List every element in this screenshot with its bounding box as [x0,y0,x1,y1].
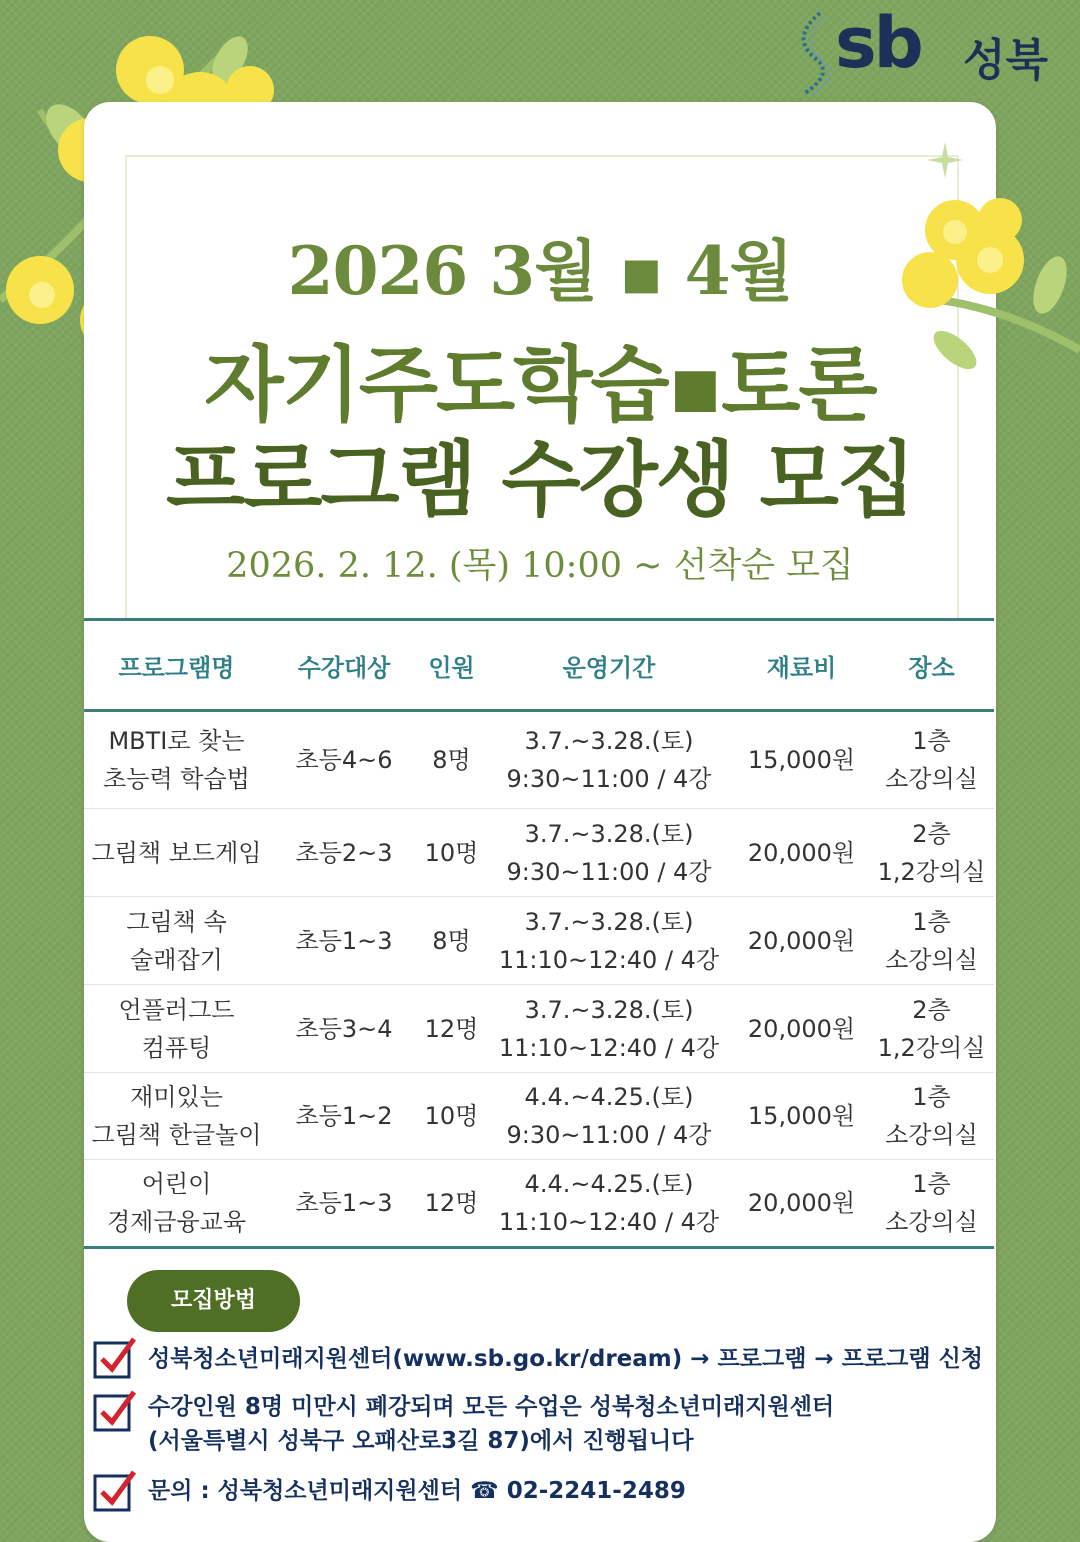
method-item-3: 문의 : 성북청소년미래지원센터 ☎ 02-2241-2489 [148,1478,686,1504]
cell-program-name: 그림책 보드게임 [84,809,269,897]
header-count: 인원 [419,620,484,711]
cell-fee: 20,000원 [734,897,869,985]
cell-period: 3.7.~3.28.(토) 11:10~12:40 / 4강 [484,897,734,985]
cell-target: 초등1~3 [269,897,419,985]
cell-count: 12명 [424,1189,479,1217]
table-row [84,985,994,1073]
cell-fee: 15,000원 [734,711,869,809]
checkbox-checked-icon [92,1468,138,1514]
cell-program-name: 언플러그드 컴퓨팅 [84,985,269,1073]
cell-count: 10명 [419,1073,484,1160]
table-row [84,897,994,985]
table-header-row [84,620,994,711]
cell-program-name: 재미있는 그림책 한글놀이 [84,1073,269,1160]
method-label-badge: 모집방법 [127,1270,300,1332]
program-table [84,618,994,1249]
sparkle-icon [925,140,965,180]
cell-program-name: 어린이 경제금융교육 [106,1170,247,1236]
logo-korean-text: 성북 [963,35,1049,86]
method-item-1: 성북청소년미래지원센터(www.sb.go.kr/dream) → 프로그램 → 프로그램 신청 [148,1346,984,1372]
title-sub-line: 프로그램 수강생 모집 [165,432,914,528]
cell-place: 1층 소강의실 [885,1170,978,1236]
cell-fee: 15,000원 [734,1073,869,1160]
cell-period: 4.4.~4.25.(토) 9:30~11:00 / 4강 [484,1073,734,1160]
header-target: 수강대상 [269,620,419,711]
logo-sb-text: sb [835,2,921,84]
sb-seongbuk-logo [785,2,1070,98]
cell-count: 8명 [419,897,484,985]
cell-fee: 20,000원 [747,1189,856,1217]
header-fee: 재료비 [734,620,869,711]
cell-place: 1층 소강의실 [869,1073,994,1160]
logo-wave-icon [785,8,835,98]
header-period: 운영기간 [484,620,734,711]
checkbox-checked-icon [92,1335,138,1381]
cell-place: 2층 1,2강의실 [869,809,994,897]
cell-period: 3.7.~3.28.(토) 11:10~12:40 / 4강 [484,985,734,1073]
open-date: 2026. 2. 12. (목) 10:00 ~ 선착순 모집 [226,546,854,586]
cell-fee: 20,000원 [734,985,869,1073]
method-item-2-line1: 수강인원 8명 미만시 폐강되며 모든 수업은 성북청소년미래지원센터 [148,1394,835,1420]
cell-program-name: 그림책 속 술래잡기 [84,897,269,985]
header-program-name: 프로그램명 [84,620,269,711]
table-row [84,809,994,897]
cell-period: 3.7.~3.28.(토) 9:30~11:00 / 4강 [484,809,734,897]
cell-program-name: MBTI로 찾는 초능력 학습법 [84,711,269,809]
cell-count: 10명 [419,809,484,897]
cell-target: 초등1~3 [295,1189,393,1217]
cell-fee: 20,000원 [734,809,869,897]
cell-period: 4.4.~4.25.(토) 11:10~12:40 / 4강 [498,1170,720,1236]
cell-target: 초등3~4 [269,985,419,1073]
cell-period: 3.7.~3.28.(토) 9:30~11:00 / 4강 [484,711,734,809]
cell-place: 1층 소강의실 [869,897,994,985]
table-row [84,711,994,809]
cell-target: 초등2~3 [269,809,419,897]
cell-count: 12명 [419,985,484,1073]
cell-target: 초등1~2 [269,1073,419,1160]
table-row [84,1160,994,1248]
cell-place: 2층 1,2강의실 [869,985,994,1073]
cell-count: 8명 [419,711,484,809]
header-place: 장소 [869,620,994,711]
cell-place: 1층 소강의실 [869,711,994,809]
method-item-2 [148,1390,834,1458]
title-main-line: 자기주도학습▪토론 [204,337,876,433]
title-date-line: 2026 3월 ▪ 4월 [287,232,793,310]
method-item-2-line2: (서울특별시 성북구 오패산로3길 87)에서 진행됩니다 [148,1428,694,1454]
checkbox-checked-icon [92,1388,138,1434]
table-row [84,1073,994,1160]
cell-target: 초등4~6 [269,711,419,809]
